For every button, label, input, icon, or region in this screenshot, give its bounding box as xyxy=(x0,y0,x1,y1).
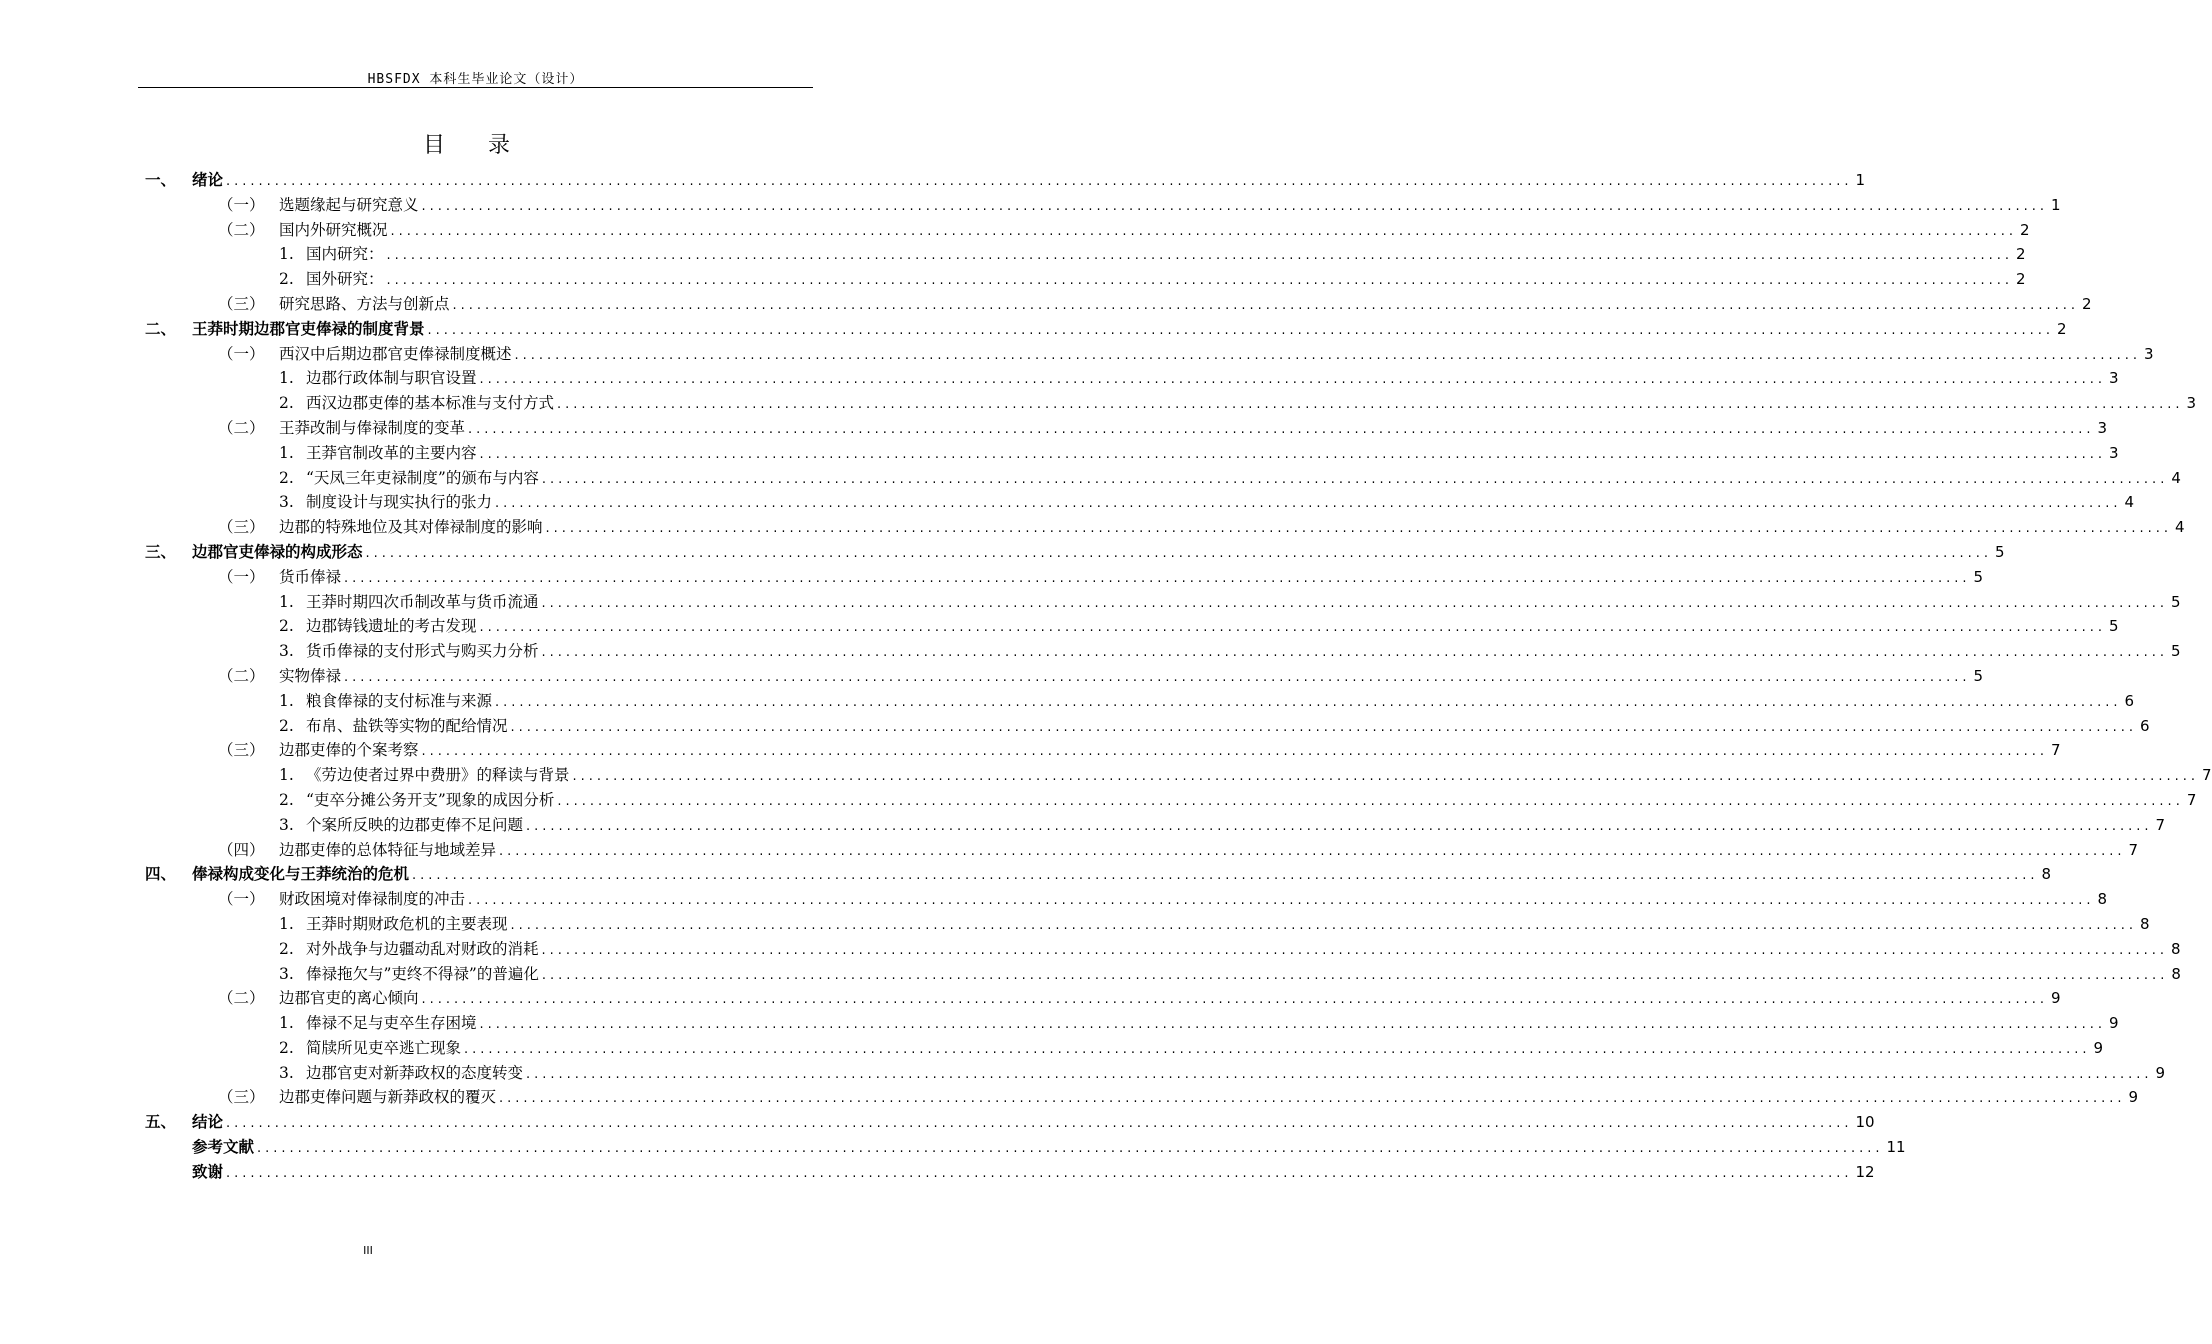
toc-entry-number: 1. xyxy=(279,691,294,710)
toc-entry-page: 3 xyxy=(2186,394,2197,413)
toc-entry-page: 9 xyxy=(2108,1014,2119,1033)
toc-dot-leader: ........................................................................................................................................................................................................ xyxy=(464,1041,2091,1057)
toc-entry-number: 五、 xyxy=(145,1113,177,1132)
toc-entry-number: （三） xyxy=(218,518,265,537)
toc-entry[interactable] xyxy=(145,639,2181,664)
toc-entry-number: （二） xyxy=(218,989,265,1008)
toc-entry[interactable] xyxy=(145,1085,2139,1110)
toc-entry-title: 边郡行政体制与职官设置 xyxy=(306,369,477,388)
toc-entry[interactable] xyxy=(145,441,2119,466)
toc-dot-leader: ........................................................................................................................................................................................................ xyxy=(495,496,2122,512)
toc-dot-leader: ........................................................................................................................................................................................................ xyxy=(386,273,2013,289)
toc-entry[interactable] xyxy=(145,242,2026,267)
toc-entry-page: 7 xyxy=(2201,766,2212,785)
toc-entry-title: 简牍所见吏卒逃亡现象 xyxy=(306,1038,462,1057)
toc-entry-number: 二、 xyxy=(145,319,177,338)
toc-entry[interactable] xyxy=(145,168,1866,193)
toc-dot-leader: ........................................................................................................................................................................................................ xyxy=(412,868,2039,884)
toc-dot-leader: ........................................................................................................................................................................................................ xyxy=(421,198,2048,214)
toc-entry-page: 4 xyxy=(2171,468,2181,487)
toc-entry-page: 9 xyxy=(2093,1038,2104,1057)
toc-entry[interactable] xyxy=(145,218,2030,243)
toc-entry-page: 5 xyxy=(2170,642,2181,661)
toc-dot-leader: ........................................................................................................................................................................................................ xyxy=(541,645,2168,661)
toc-entry-number: 3. xyxy=(279,642,294,661)
toc-dot-leader: ........................................................................................................................................................................................................ xyxy=(257,1141,1884,1157)
toc-entry[interactable] xyxy=(145,193,2061,218)
toc-entry-page: 10 xyxy=(1855,1113,1875,1132)
toc-entry-title: 致谢 xyxy=(192,1162,224,1181)
toc-entry[interactable] xyxy=(145,986,2061,1011)
toc-entry[interactable] xyxy=(145,937,2181,962)
toc-entry-title: 个案所反映的边郡吏俸不足问题 xyxy=(306,815,524,834)
toc-entry-page: 4 xyxy=(2124,493,2135,512)
toc-entry-title: 边郡官吏的离心倾向 xyxy=(279,989,419,1008)
toc-entry-number: 一、 xyxy=(145,171,177,189)
toc-entry-number: （三） xyxy=(218,741,265,760)
toc-entry-number: （二） xyxy=(218,666,265,685)
toc-entry[interactable] xyxy=(145,788,2197,813)
toc-entry-number: 2. xyxy=(279,790,294,809)
toc-entry-page: 2 xyxy=(2019,220,2030,239)
toc-entry-page: 5 xyxy=(2108,617,2119,636)
toc-entry-page: 2 xyxy=(2081,294,2092,313)
toc-dot-leader: ........................................................................................................................................................................................................ xyxy=(526,818,2153,834)
toc-entry-number: 3. xyxy=(279,1063,294,1082)
toc-entry-page: 7 xyxy=(2050,741,2061,760)
toc-entry-number: 1. xyxy=(279,592,294,611)
table-of-contents xyxy=(145,168,2212,1185)
toc-entry-number: 3. xyxy=(279,964,294,983)
toc-entry-title: 王莽时期边郡官吏俸禄的制度背景 xyxy=(192,319,425,338)
toc-dot-leader: ........................................................................................................................................................................................................ xyxy=(541,942,2168,958)
toc-entry[interactable] xyxy=(145,1110,1875,1135)
toc-entry-number: 2. xyxy=(279,394,294,413)
toc-dot-leader: ........................................................................................................................................................................................................ xyxy=(545,521,2172,537)
toc-dot-leader: ........................................................................................................................................................................................................ xyxy=(479,446,2106,462)
toc-entry-title: 边郡官吏对新莽政权的态度转变 xyxy=(306,1063,524,1082)
toc-entry-title: 对外战争与边疆动乱对财政的消耗 xyxy=(306,939,539,958)
toc-dot-leader: ........................................................................................................................................................................................................ xyxy=(495,694,2122,710)
toc-entry-page: 7 xyxy=(2186,790,2197,809)
toc-entry-title: 国外研究： xyxy=(306,270,384,289)
toc-entry-page: 3 xyxy=(2108,443,2119,462)
toc-entry-page: 3 xyxy=(2108,369,2119,388)
toc-entry-number: （三） xyxy=(218,294,265,313)
toc-dot-leader: ........................................................................................................................................................................................................ xyxy=(344,669,1971,685)
toc-entry[interactable] xyxy=(145,738,2061,763)
toc-entry[interactable] xyxy=(145,416,2108,441)
toc-entry-number: （一） xyxy=(218,890,265,909)
toc-entry-number: 3. xyxy=(279,493,294,512)
toc-entry-number: 2. xyxy=(279,939,294,958)
toc-entry-title: “吏卒分摊公务开支”现象的成因分析 xyxy=(306,790,555,809)
toc-entry-number: 1. xyxy=(279,1014,294,1033)
toc-entry[interactable] xyxy=(145,515,2185,540)
toc-entry-title: 绪论 xyxy=(192,171,224,189)
toc-dot-leader: ........................................................................................................................................................................................................ xyxy=(468,893,2095,909)
toc-entry-title: 边郡吏俸的个案考察 xyxy=(279,741,419,760)
toc-entry-page: 9 xyxy=(2128,1088,2139,1107)
toc-entry-page: 8 xyxy=(2041,865,2052,884)
toc-entry-title: 王莽时期四次币制改革与货币流通 xyxy=(306,592,539,611)
toc-entry[interactable] xyxy=(145,1061,2166,1086)
toc-entry-title: 西汉中后期边郡官吏俸禄制度概述 xyxy=(279,344,512,363)
toc-entry[interactable] xyxy=(145,862,2052,887)
toc-entry-title: 货币俸禄的支付形式与购买力分析 xyxy=(306,642,539,661)
toc-entry-title: 王莽改制与俸禄制度的变革 xyxy=(279,418,466,437)
toc-entry[interactable] xyxy=(145,813,2166,838)
toc-dot-leader: ........................................................................................................................................................................................................ xyxy=(499,843,2126,859)
toc-entry-title: 国内外研究概况 xyxy=(279,220,388,239)
toc-entry-number: （一） xyxy=(218,195,265,214)
toc-entry-number: 2. xyxy=(279,270,294,289)
toc-entry-title: 粮食俸禄的支付标准与来源 xyxy=(306,691,493,710)
toc-dot-leader: ........................................................................................................................................................................................................ xyxy=(468,421,2095,437)
toc-entry-title: 王莽时期财政危机的主要表现 xyxy=(306,914,508,933)
toc-entry-number: 1. xyxy=(279,245,294,264)
toc-entry-number: （一） xyxy=(218,344,265,363)
toc-entry-title: 边郡吏俸问题与新莽政权的覆灭 xyxy=(279,1088,497,1107)
toc-entry-title: 货币俸禄 xyxy=(279,567,342,586)
toc-entry-number: 3. xyxy=(279,815,294,834)
toc-entry-title: 研究思路、方法与创新点 xyxy=(279,294,450,313)
toc-entry-page: 1 xyxy=(2050,195,2061,214)
toc-dot-leader: ........................................................................................................................................................................................................ xyxy=(514,347,2141,363)
toc-entry[interactable] xyxy=(145,912,2150,937)
toc-entry-title: 西汉边郡吏俸的基本标准与支付方式 xyxy=(306,394,555,413)
running-header: HBSFDX 本科生毕业论文（设计） xyxy=(367,72,584,87)
toc-entry-title: 俸禄构成变化与王莽统治的危机 xyxy=(192,865,410,884)
toc-entry[interactable] xyxy=(145,1160,1875,1185)
toc-entry-page: 8 xyxy=(2139,914,2150,933)
toc-entry-number: 四、 xyxy=(145,865,177,884)
toc-entry-title: 边郡的特殊地位及其对俸禄制度的影响 xyxy=(279,518,543,537)
toc-entry-page: 1 xyxy=(1855,171,1866,189)
toc-entry[interactable] xyxy=(145,490,2135,515)
toc-entry-number: 1. xyxy=(279,443,294,462)
toc-entry-page: 2 xyxy=(2015,270,2026,289)
toc-entry-number: 1. xyxy=(279,369,294,388)
toc-entry-page: 9 xyxy=(2155,1063,2166,1082)
toc-entry-page: 4 xyxy=(2174,518,2185,537)
toc-entry-number: （二） xyxy=(218,418,265,437)
toc-entry-page: 8 xyxy=(2097,890,2108,909)
toc-entry[interactable] xyxy=(145,391,2197,416)
page-title: 目 录 xyxy=(423,133,528,158)
toc-dot-leader: ........................................................................................................................................................................................................ xyxy=(344,570,1971,586)
toc-entry-number: 2. xyxy=(279,716,294,735)
toc-dot-leader: ........................................................................................................................................................................................................ xyxy=(479,372,2106,388)
toc-dot-leader: ........................................................................................................................................................................................................ xyxy=(526,1066,2153,1082)
toc-entry-title: 《劳边使者过界中费册》的释读与背景 xyxy=(306,766,570,785)
toc-entry-title: 国内研究： xyxy=(306,245,384,264)
toc-entry-number: 2. xyxy=(279,1038,294,1057)
toc-dot-leader: ........................................................................................................................................................................................................ xyxy=(390,223,2017,239)
toc-dot-leader: ........................................................................................................................................................................................................ xyxy=(541,967,2169,983)
toc-entry-title: 布帛、盐铁等实物的配给情况 xyxy=(306,716,508,735)
toc-entry-page: 7 xyxy=(2128,840,2139,859)
toc-entry-title: 参考文献 xyxy=(192,1138,255,1157)
toc-entry-number: 1. xyxy=(279,914,294,933)
toc-entry-page: 6 xyxy=(2124,691,2135,710)
toc-entry-page: 3 xyxy=(2097,418,2108,437)
toc-entry[interactable] xyxy=(145,763,2212,788)
toc-entry[interactable] xyxy=(145,838,2139,863)
toc-entry[interactable] xyxy=(145,292,2092,317)
toc-entry-page: 8 xyxy=(2170,939,2181,958)
toc-dot-leader: ........................................................................................................................................................................................................ xyxy=(479,620,2106,636)
toc-entry-page: 6 xyxy=(2139,716,2150,735)
toc-entry-title: 制度设计与现实执行的张力 xyxy=(306,493,493,512)
toc-entry-number: 三、 xyxy=(145,542,177,561)
toc-entry-title: 边郡官吏俸禄的构成形态 xyxy=(192,542,363,561)
toc-dot-leader: ........................................................................................................................................................................................................ xyxy=(541,595,2168,611)
toc-entry-page: 5 xyxy=(2170,592,2181,611)
toc-entry-number: 2. xyxy=(279,617,294,636)
toc-dot-leader: ........................................................................................................................................................................................................ xyxy=(421,744,2048,760)
toc-entry[interactable] xyxy=(145,962,2181,987)
toc-dot-leader: ........................................................................................................................................................................................................ xyxy=(557,793,2184,809)
toc-entry[interactable] xyxy=(145,366,2119,391)
toc-entry-page: 8 xyxy=(2171,964,2181,983)
toc-entry[interactable] xyxy=(145,565,1984,590)
toc-entry-page: 2 xyxy=(2056,319,2067,338)
toc-entry[interactable] xyxy=(145,590,2181,615)
toc-dot-leader: ........................................................................................................................................................................................................ xyxy=(510,917,2137,933)
toc-entry[interactable] xyxy=(145,540,2005,565)
toc-entry-title: 实物俸禄 xyxy=(279,666,342,685)
toc-entry-title: 边郡吏俸的总体特征与地域差异 xyxy=(279,840,497,859)
toc-dot-leader: ........................................................................................................................................................................................................ xyxy=(226,174,1853,189)
toc-entry[interactable] xyxy=(145,614,2119,639)
toc-entry-page: 5 xyxy=(1973,666,1984,685)
toc-entry-page: 12 xyxy=(1855,1162,1875,1181)
toc-entry-page: 5 xyxy=(1994,542,2005,561)
toc-entry[interactable] xyxy=(145,714,2150,739)
toc-dot-leader: ........................................................................................................................................................................................................ xyxy=(541,471,2169,487)
toc-dot-leader: ........................................................................................................................................................................................................ xyxy=(427,322,2054,338)
toc-entry[interactable] xyxy=(145,317,2067,342)
toc-entry-page: 11 xyxy=(1886,1138,1906,1157)
toc-entry-number: （三） xyxy=(218,1088,265,1107)
toc-entry-page: 7 xyxy=(2155,815,2166,834)
toc-entry-number: （一） xyxy=(218,567,265,586)
toc-entry-page: 3 xyxy=(2143,344,2154,363)
toc-dot-leader: ........................................................................................................................................................................................................ xyxy=(365,545,1992,561)
toc-dot-leader: ........................................................................................................................................................................................................ xyxy=(226,1165,1853,1181)
toc-dot-leader: ........................................................................................................................................................................................................ xyxy=(557,397,2184,413)
toc-entry[interactable] xyxy=(145,342,2154,367)
toc-entry-title: 俸禄不足与吏卒生存困境 xyxy=(306,1014,477,1033)
toc-entry[interactable] xyxy=(145,267,2026,292)
toc-dot-leader: ........................................................................................................................................................................................................ xyxy=(226,1116,1853,1132)
toc-dot-leader: ........................................................................................................................................................................................................ xyxy=(386,248,2013,264)
toc-entry[interactable] xyxy=(145,1011,2119,1036)
toc-entry-title: 边郡铸钱遗址的考古发现 xyxy=(306,617,477,636)
toc-entry-title: 俸禄拖欠与”吏终不得禄”的普遍化 xyxy=(306,964,539,983)
toc-entry-title: 选题缘起与研究意义 xyxy=(279,195,419,214)
toc-entry-number: （二） xyxy=(218,220,265,239)
footer-page-number: III xyxy=(363,1244,373,1257)
toc-dot-leader: ........................................................................................................................................................................................................ xyxy=(452,297,2079,313)
header-rule xyxy=(138,87,813,88)
toc-entry-page: 2 xyxy=(2015,245,2026,264)
toc-entry-number: 1. xyxy=(279,766,294,785)
toc-entry-title: 财政困境对俸禄制度的冲击 xyxy=(279,890,466,909)
toc-entry[interactable] xyxy=(145,1135,1906,1160)
toc-entry-page: 9 xyxy=(2050,989,2061,1008)
toc-entry[interactable] xyxy=(145,1036,2104,1061)
toc-entry[interactable] xyxy=(145,689,2135,714)
toc-entry-title: 王莽官制改革的主要内容 xyxy=(306,443,477,462)
toc-entry[interactable] xyxy=(145,887,2108,912)
toc-entry-number: （四） xyxy=(218,840,265,859)
toc-dot-leader: ........................................................................................................................................................................................................ xyxy=(421,992,2048,1008)
toc-entry[interactable] xyxy=(145,466,2181,491)
toc-entry-page: 5 xyxy=(1973,567,1984,586)
toc-entry-title: 结论 xyxy=(192,1113,224,1132)
toc-entry-title: “天凤三年吏禄制度”的颁布与内容 xyxy=(306,468,539,487)
toc-dot-leader: ........................................................................................................................................................................................................ xyxy=(510,719,2137,735)
toc-entry[interactable] xyxy=(145,664,1984,689)
toc-dot-leader: ........................................................................................................................................................................................................ xyxy=(499,1091,2126,1107)
toc-dot-leader: ........................................................................................................................................................................................................ xyxy=(572,769,2199,785)
toc-dot-leader: ........................................................................................................................................................................................................ xyxy=(479,1017,2106,1033)
toc-entry-number: 2. xyxy=(279,468,294,487)
